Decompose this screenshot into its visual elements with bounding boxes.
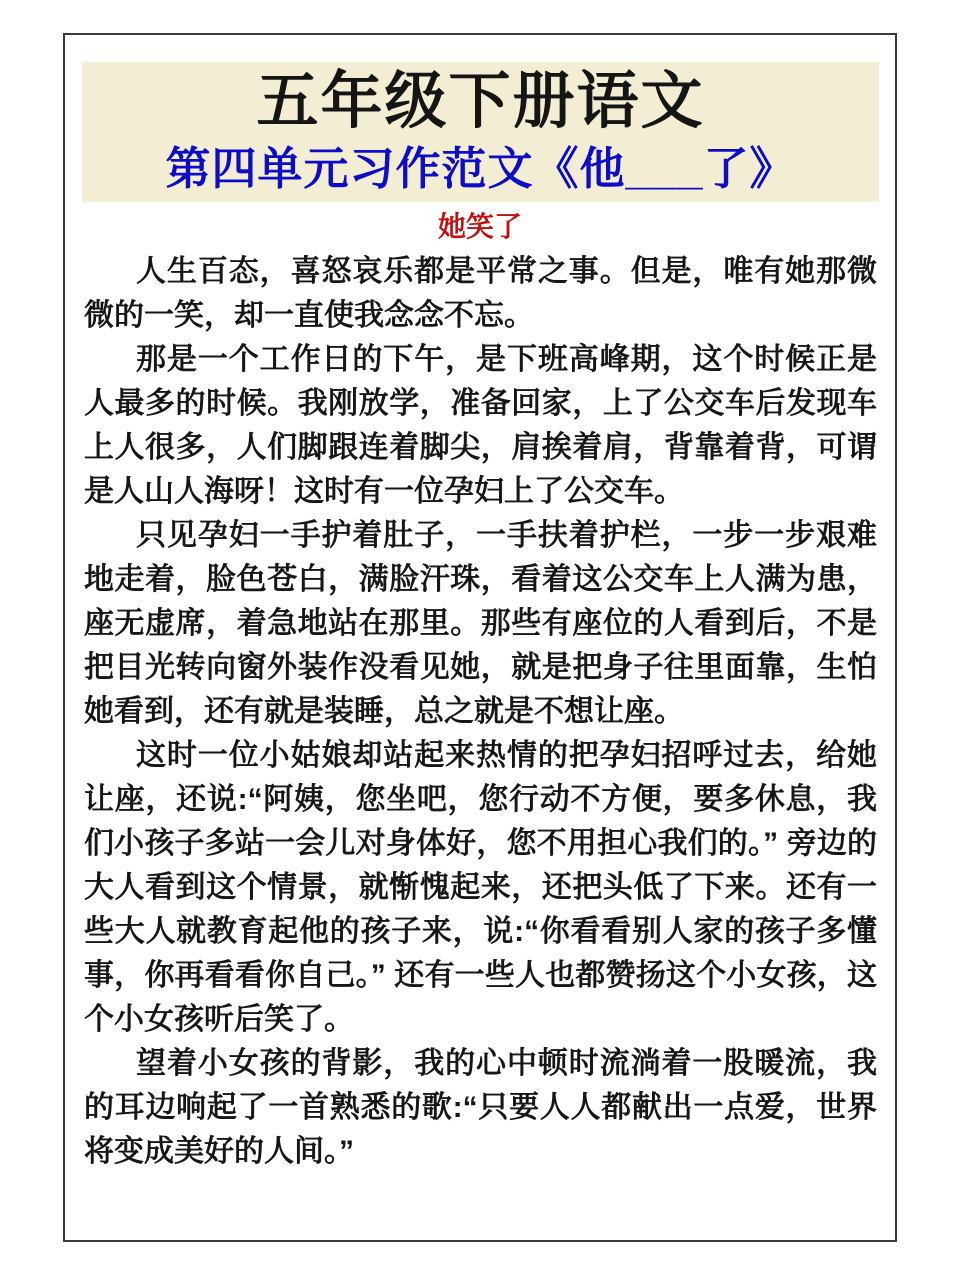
essay-body (84, 250, 877, 1174)
essay-title: 她笑了 (437, 211, 522, 242)
page-subtitle: 第四单元习作范文《他___了》 (165, 143, 796, 194)
document-frame (63, 33, 897, 1242)
essay-paragraph: 那是一个工作日的下午，是下班高峰期，这个时候正是人最多的时候。我刚放学，准备回家，上了公交车后发现车上人很多，人们脚跟连着脚尖，肩挨着肩，背靠着背，可谓是人山人海呀！这时有一位孕妇上了公交车。 (84, 343, 877, 508)
header-banner (82, 62, 879, 202)
essay-paragraph: 人生百态，喜怒哀乐都是平常之事。但是，唯有她那微微的一笑，却一直使我念念不忘。 (84, 255, 877, 332)
page-title: 五年级下册语文 (256, 67, 705, 136)
essay-paragraph: 这时一位小姑娘却站起来热情的把孕妇招呼过去，给她让座，还说:“阿姨，您坐吧，您行动不方便，要多休息，我们小孩子多站一会儿对身体好，您不用担心我们的。” 旁边的大人看到这个情景，就惭愧起来，还把头低了下来。还有一些大人就教育起他的孩子来，说:“你看看别人家的孩子多懂事，你再看看你自己。” 还有一些人也都赞扬这个小女孩，这个小女孩听后笑了。 (84, 739, 877, 1036)
essay-paragraph: 望着小女孩的背影，我的心中顿时流淌着一股暖流，我的耳边响起了一首熟悉的歌:“只要人人都献出一点爱，世界将变成美好的人间。” (84, 1047, 877, 1168)
essay-paragraph: 只见孕妇一手护着肚子，一手扶着护栏，一步一步艰难地走着，脸色苍白，满脸汗珠，看着这公交车上人满为患，座无虚席，着急地站在那里。那些有座位的人看到后，不是把目光转向窗外装作没看见她，就是把身子往里面靠，生怕她看到，还有就是装睡，总之就是不想让座。 (84, 519, 877, 728)
